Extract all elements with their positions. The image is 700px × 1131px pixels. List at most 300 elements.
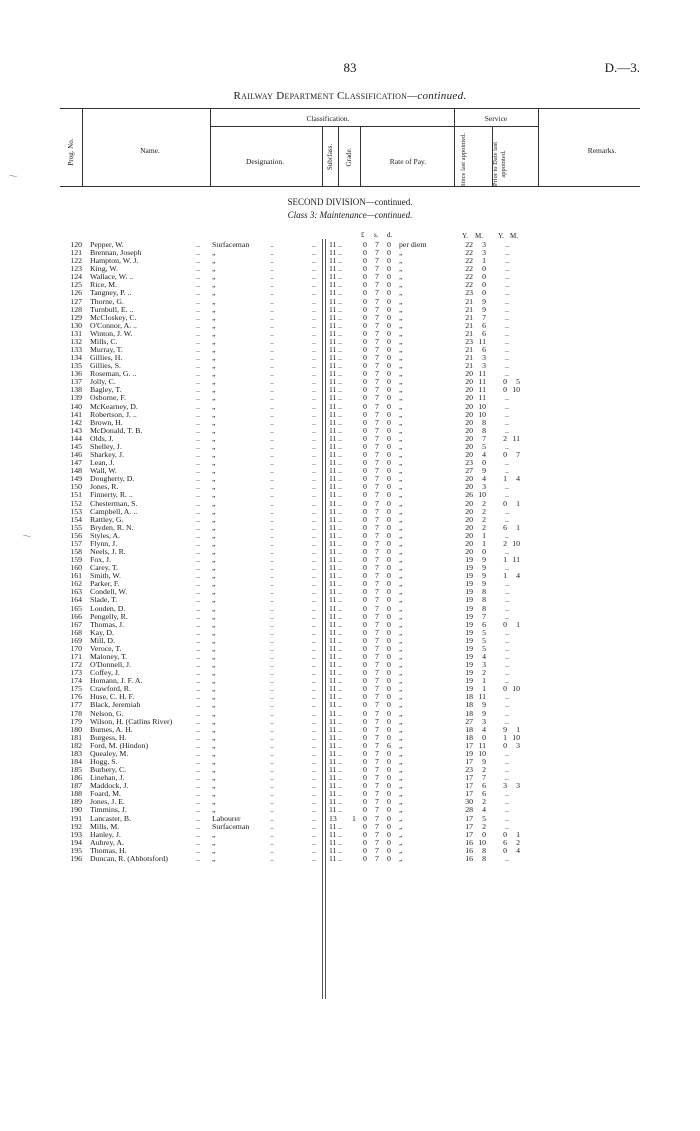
row-pounds: 0 (363, 304, 367, 314)
leader-dots: .. (338, 272, 342, 282)
leader-dots: .. (312, 433, 316, 443)
leader-dots: .. (338, 555, 342, 565)
leader-dots: .. (338, 571, 342, 581)
row-number: 190 (70, 805, 82, 815)
row-per: „ (399, 603, 403, 613)
row-pence: 0 (387, 619, 391, 629)
leader-dots: .. (270, 757, 274, 766)
row-pounds: 0 (363, 724, 367, 734)
leader-dots: .. (270, 377, 274, 387)
row-shillings: 7 (375, 563, 379, 573)
leader-dots: .. (338, 256, 342, 266)
leader-dots: .. (270, 724, 274, 734)
row-pounds: 0 (363, 530, 367, 540)
leader-dots: .. (338, 660, 342, 670)
leader-dots: .. (505, 805, 509, 815)
leader-dots: .. (312, 740, 316, 750)
row-subclass: 11 (329, 643, 337, 653)
row-number: 141 (70, 409, 82, 419)
row-name: Brown, H. (90, 417, 123, 427)
row-per: „ (399, 627, 403, 637)
row-per: „ (399, 425, 403, 435)
row-years-since: 17 (465, 740, 473, 750)
leader-dots: .. (196, 320, 200, 330)
leader-dots: .. (312, 579, 316, 589)
leader-dots: .. (338, 393, 342, 403)
leader-dots: .. (312, 345, 316, 355)
leader-dots: .. (312, 716, 316, 726)
row-years-since: 20 (465, 385, 473, 395)
row-number: 121 (70, 248, 82, 258)
row-designation: „ (212, 393, 216, 403)
row-number: 151 (70, 490, 82, 500)
row-pence: 0 (387, 571, 391, 581)
leader-dots: .. (338, 651, 342, 661)
leader-dots: .. (270, 450, 274, 460)
leader-dots: .. (505, 320, 509, 330)
row-shillings: 7 (375, 530, 379, 540)
leader-dots: .. (196, 417, 200, 427)
row-number: 126 (70, 288, 82, 298)
leader-dots: .. (312, 401, 316, 411)
header-bottom-rule (60, 186, 640, 187)
row-name: Aubrey, A. (90, 837, 124, 847)
row-months-prior: 10 (512, 732, 520, 742)
leader-dots: .. (270, 829, 274, 839)
row-shillings: 7 (375, 611, 379, 621)
row-pounds: 0 (363, 369, 367, 379)
row-shillings: 7 (375, 393, 379, 403)
leader-dots: .. (270, 498, 274, 508)
row-subclass: 11 (329, 627, 337, 637)
row-number: 189 (70, 797, 82, 807)
row-months-since: 11 (478, 692, 486, 702)
row-per: „ (399, 433, 403, 443)
row-pence: 0 (387, 627, 391, 637)
leader-dots: .. (270, 264, 274, 274)
leader-dots: .. (270, 765, 274, 775)
row-months-since: 8 (482, 603, 486, 613)
row-per: „ (399, 684, 403, 694)
row-subclass: 11 (329, 482, 337, 492)
row-pence: 0 (387, 417, 391, 427)
row-per: „ (399, 579, 403, 589)
leader-dots: .. (505, 643, 509, 653)
row-shillings: 7 (375, 773, 379, 783)
row-designation: „ (212, 635, 216, 645)
row-name: Black, Jeremiah (90, 700, 141, 710)
row-years-since: 20 (465, 409, 473, 419)
row-name: Mill, D. (90, 635, 115, 645)
leader-dots: .. (505, 587, 509, 597)
row-years-since: 17 (465, 829, 473, 839)
row-subclass: 11 (329, 595, 337, 605)
row-per: „ (399, 353, 403, 363)
row-years-since: 17 (465, 789, 473, 799)
leader-dots: .. (196, 684, 200, 694)
row-pounds: 0 (363, 684, 367, 694)
leader-dots: .. (312, 240, 316, 249)
leader-dots: .. (505, 328, 509, 338)
row-pence: 0 (387, 361, 391, 371)
row-years-since: 26 (465, 490, 473, 500)
row-per: „ (399, 563, 403, 573)
row-shillings: 7 (375, 619, 379, 629)
row-shillings: 7 (375, 328, 379, 338)
row-subclass: 11 (329, 296, 337, 306)
row-months-since: 10 (478, 401, 486, 411)
leader-dots: .. (270, 853, 274, 863)
row-number: 122 (70, 256, 82, 266)
row-subclass: 11 (329, 320, 337, 330)
row-name: Mills, M. (90, 821, 120, 831)
row-years-since: 19 (465, 651, 473, 661)
row-number: 123 (70, 264, 82, 274)
leader-dots: .. (312, 256, 316, 266)
leader-dots: .. (312, 676, 316, 686)
leader-dots: .. (338, 498, 342, 508)
leader-dots: .. (312, 498, 316, 508)
row-pounds: 0 (363, 587, 367, 597)
row-pounds: 0 (363, 458, 367, 468)
row-number: 180 (70, 724, 82, 734)
leader-dots: .. (338, 837, 342, 847)
row-name: Foard, M. (90, 789, 121, 799)
row-name: Campbell, A. .. (90, 506, 138, 516)
row-months-since: 7 (482, 433, 486, 443)
row-pence: 0 (387, 643, 391, 653)
leader-dots: .. (505, 530, 509, 540)
row-years-since: 21 (465, 353, 473, 363)
leader-dots: .. (338, 700, 342, 710)
header-remarks: Remarks. (587, 146, 617, 155)
row-pounds: 0 (363, 773, 367, 783)
leader-dots: .. (196, 328, 200, 338)
row-pence: 0 (387, 450, 391, 460)
row-designation: „ (212, 256, 216, 266)
leader-dots: .. (312, 441, 316, 451)
row-per: „ (399, 288, 403, 298)
row-designation: „ (212, 409, 216, 419)
row-months-since: 0 (482, 272, 486, 282)
row-name: King, W. (90, 264, 118, 274)
row-per: „ (399, 385, 403, 395)
row-subclass: 11 (329, 377, 337, 387)
leader-dots: .. (270, 748, 274, 758)
row-per: „ (399, 506, 403, 516)
leader-dots: .. (196, 425, 200, 435)
leader-dots: .. (270, 845, 274, 855)
row-pence: 0 (387, 240, 391, 249)
row-months-since: 3 (482, 660, 486, 670)
row-years-prior: 1 (503, 474, 507, 484)
row-name: Quealey, M. (90, 748, 129, 758)
leader-dots: .. (312, 643, 316, 653)
row-name: Lean, J. (90, 458, 115, 468)
row-pounds: 0 (363, 248, 367, 258)
row-months-since: 5 (482, 813, 486, 823)
row-pounds: 0 (363, 789, 367, 799)
margin-mark: 〜 (8, 172, 18, 183)
leader-dots: .. (270, 611, 274, 621)
row-per: „ (399, 789, 403, 799)
row-shillings: 7 (375, 724, 379, 734)
row-pounds: 0 (363, 514, 367, 524)
row-shillings: 7 (375, 264, 379, 274)
row-months-since: 7 (482, 773, 486, 783)
row-designation: „ (212, 482, 216, 492)
row-number: 185 (70, 765, 82, 775)
row-name: Bryden, R. N. (90, 522, 134, 532)
leader-dots: .. (338, 466, 342, 476)
row-subclass: 11 (329, 514, 337, 524)
row-years-since: 22 (465, 280, 473, 290)
row-designation: Labourer (212, 813, 241, 823)
leader-dots: .. (338, 280, 342, 290)
row-designation: „ (212, 563, 216, 573)
header-prior-to-date: Prior to Date last appointed. (492, 141, 507, 187)
leader-dots: .. (338, 676, 342, 686)
leader-dots: .. (270, 385, 274, 395)
row-subclass: 11 (329, 506, 337, 516)
row-per: „ (399, 660, 403, 670)
row-months-since: 7 (482, 611, 486, 621)
row-pence: 0 (387, 684, 391, 694)
row-designation: „ (212, 296, 216, 306)
row-per: „ (399, 619, 403, 629)
leader-dots: .. (505, 272, 509, 282)
row-years-prior: 0 (503, 450, 507, 460)
row-number: 183 (70, 748, 82, 758)
row-years-prior: 1 (503, 555, 507, 565)
row-name: Crawford, R. (90, 684, 131, 694)
row-shillings: 7 (375, 587, 379, 597)
leader-dots: .. (312, 845, 316, 855)
leader-dots: .. (270, 651, 274, 661)
row-subclass: 11 (329, 821, 337, 831)
row-subclass: 11 (329, 563, 337, 573)
row-shillings: 7 (375, 506, 379, 516)
row-subclass: 11 (329, 700, 337, 710)
leader-dots: .. (196, 522, 200, 532)
leader-dots: .. (338, 748, 342, 758)
row-subclass: 11 (329, 757, 337, 766)
row-name: Pepper, W. (90, 240, 124, 249)
row-years-since: 16 (465, 837, 473, 847)
unit-months-prior: M. (510, 232, 518, 240)
row-months-since: 6 (482, 619, 486, 629)
leader-dots: .. (312, 417, 316, 427)
row-subclass: 11 (329, 345, 337, 355)
row-subclass: 11 (329, 765, 337, 775)
row-number: 135 (70, 361, 82, 371)
leader-dots: .. (312, 514, 316, 524)
leader-dots: .. (505, 635, 509, 645)
row-subclass: 11 (329, 272, 337, 282)
leader-dots: .. (196, 272, 200, 282)
row-number: 194 (70, 837, 82, 847)
row-pence: 0 (387, 765, 391, 775)
row-pounds: 0 (363, 668, 367, 678)
row-per: „ (399, 748, 403, 758)
row-subclass: 11 (329, 708, 337, 718)
row-subclass: 11 (329, 353, 337, 363)
row-per: „ (399, 336, 403, 346)
row-years-prior: 0 (503, 845, 507, 855)
leader-dots: .. (196, 288, 200, 298)
row-subclass: 11 (329, 571, 337, 581)
row-pounds: 0 (363, 441, 367, 451)
row-pounds: 0 (363, 425, 367, 435)
row-years-since: 20 (465, 369, 473, 379)
row-pence: 0 (387, 716, 391, 726)
row-number: 127 (70, 296, 82, 306)
row-number: 155 (70, 522, 82, 532)
leader-dots: .. (270, 522, 274, 532)
service-underline (454, 126, 538, 127)
leader-dots: .. (338, 490, 342, 500)
row-name: Finnerty, R. .. (90, 490, 133, 500)
row-pence: 0 (387, 651, 391, 661)
row-designation: „ (212, 627, 216, 637)
leader-dots: .. (312, 668, 316, 678)
row-number: 148 (70, 466, 82, 476)
row-shillings: 7 (375, 837, 379, 847)
row-shillings: 7 (375, 312, 379, 322)
row-years-since: 20 (465, 538, 473, 548)
leader-dots: .. (312, 377, 316, 387)
row-designation: „ (212, 288, 216, 298)
header-service: Service (484, 114, 508, 123)
row-subclass: 11 (329, 684, 337, 694)
row-months-since: 6 (482, 781, 486, 791)
row-months-prior: 1 (516, 498, 520, 508)
row-shillings: 7 (375, 280, 379, 290)
row-pence: 0 (387, 805, 391, 815)
row-number: 160 (70, 563, 82, 573)
row-number: 193 (70, 829, 82, 839)
leader-dots: .. (312, 611, 316, 621)
row-name: McCloskey, C. (90, 312, 137, 322)
row-designation: „ (212, 853, 216, 863)
row-subclass: 11 (329, 280, 337, 290)
leader-dots: .. (312, 288, 316, 298)
row-per: „ (399, 272, 403, 282)
leader-dots: .. (312, 797, 316, 807)
row-shillings: 7 (375, 708, 379, 718)
leader-dots: .. (505, 401, 509, 411)
row-years-since: 16 (465, 853, 473, 863)
row-subclass: 11 (329, 587, 337, 597)
row-shillings: 7 (375, 409, 379, 419)
row-pence: 0 (387, 304, 391, 314)
row-name: Roseman, G. .. (90, 369, 137, 379)
row-name: Murray, T. (90, 345, 123, 355)
row-pounds: 0 (363, 280, 367, 290)
leader-dots: .. (196, 506, 200, 516)
row-months-since: 10 (478, 748, 486, 758)
row-months-since: 0 (482, 264, 486, 274)
row-name: Maddock, J. (90, 781, 129, 791)
row-pence: 0 (387, 708, 391, 718)
row-pence: 0 (387, 401, 391, 411)
row-pounds: 0 (363, 700, 367, 710)
row-number: 150 (70, 482, 82, 492)
leader-dots: .. (312, 805, 316, 815)
leader-dots: .. (505, 797, 509, 807)
row-subclass: 11 (329, 555, 337, 565)
unit-months-since: M. (475, 232, 483, 240)
leader-dots: .. (196, 264, 200, 274)
leader-dots: .. (312, 571, 316, 581)
leader-dots: .. (312, 546, 316, 556)
row-subclass: 11 (329, 740, 337, 750)
leader-dots: .. (196, 708, 200, 718)
row-designation: „ (212, 773, 216, 783)
row-pounds: 0 (363, 353, 367, 363)
row-months-since: 3 (482, 248, 486, 258)
row-months-since: 3 (482, 482, 486, 492)
row-subclass: 11 (329, 466, 337, 476)
leader-dots: .. (270, 546, 274, 556)
row-pounds: 0 (363, 619, 367, 629)
row-name: Shelley, J. (90, 441, 122, 451)
leader-dots: .. (270, 676, 274, 686)
leader-dots: .. (505, 361, 509, 371)
leader-dots: .. (196, 700, 200, 710)
row-years-prior: 9 (503, 724, 507, 734)
row-months-since: 5 (482, 627, 486, 637)
leader-dots: .. (338, 740, 342, 750)
header-since-last-appointed: Since last appointed. (460, 133, 467, 187)
row-designation: „ (212, 708, 216, 718)
row-years-since: 18 (465, 724, 473, 734)
leader-dots: .. (505, 651, 509, 661)
row-number: 132 (70, 336, 82, 346)
row-months-since: 7 (482, 312, 486, 322)
row-designation: „ (212, 546, 216, 556)
row-pence: 0 (387, 821, 391, 831)
leader-dots: .. (312, 474, 316, 484)
row-subclass: 11 (329, 522, 337, 532)
row-subclass: 11 (329, 619, 337, 629)
table-row (0, 855, 700, 863)
row-pounds: 0 (363, 748, 367, 758)
leader-dots: .. (312, 409, 316, 419)
leader-dots: .. (270, 296, 274, 306)
row-years-since: 28 (465, 805, 473, 815)
row-pounds: 0 (363, 805, 367, 815)
row-pence: 0 (387, 724, 391, 734)
row-months-since: 11 (478, 336, 486, 346)
row-designation: „ (212, 595, 216, 605)
row-pence: 0 (387, 538, 391, 548)
row-years-since: 21 (465, 312, 473, 322)
row-name: O'Connor, A. .. (90, 320, 138, 330)
leader-dots: .. (505, 611, 509, 621)
row-subclass: 11 (329, 450, 337, 460)
leader-dots: .. (196, 336, 200, 346)
row-subclass: 11 (329, 603, 337, 613)
leader-dots: .. (270, 555, 274, 565)
row-name: Parker, F. (90, 579, 120, 589)
leader-dots: .. (505, 458, 509, 468)
leader-dots: .. (338, 353, 342, 363)
leader-dots: .. (338, 369, 342, 379)
row-shillings: 7 (375, 684, 379, 694)
section-heading: SECOND DIVISION—continued. (287, 197, 413, 207)
row-name: Styles, A. (90, 530, 121, 540)
